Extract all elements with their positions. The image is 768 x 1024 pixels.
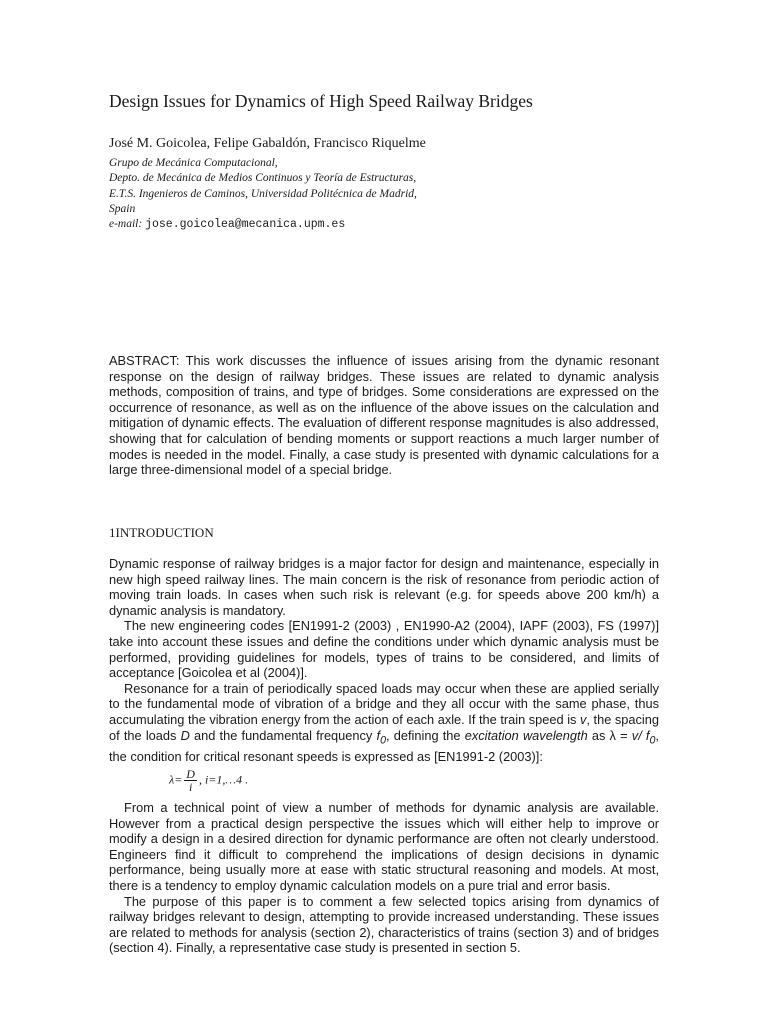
- affiliation-line: Spain: [109, 202, 136, 215]
- resonance-equation: [169, 768, 248, 798]
- paragraph: From a technical point of view a number of methods for dynamic analysis are available. However from a practical design perspective the issues which will either help to improve or modify a design in a desired direction for dynamic performance are often not clearly understood. Engineers find it difficult to comprehend the implications of design decisions in dynamic performance, being usually more at ease with static structural reasoning and models. At most, there is a tendency to employ dynamic calculation models on a pure trial and error basis.: [109, 800, 659, 893]
- email-label: e-mail:: [109, 218, 143, 231]
- text-run: , the spacing of the loads: [109, 711, 659, 743]
- email-line: [109, 217, 509, 232]
- fraction-denominator: i: [188, 780, 193, 794]
- equation-lhs: λ=: [169, 772, 183, 787]
- text-run: , the condition for critical resonant speeds is expressed as [EN1991-2 (2003)]:: [109, 727, 659, 764]
- introduction-continued: [109, 800, 659, 956]
- equation-rhs: , i=1,…4 .: [198, 772, 249, 787]
- term-excitation-wavelength: excitation wavelength: [464, 727, 588, 743]
- section-heading: 1INTRODUCTION: [109, 525, 214, 540]
- text-run: as λ =: [587, 727, 632, 743]
- paper-title: Design Issues for Dynamics of High Speed Railway Bridges: [109, 91, 533, 111]
- equation-fraction: [184, 768, 197, 793]
- symbol-ratio: v/ $f_0$: [631, 727, 656, 747]
- paragraph: The new engineering codes [EN1991-2 (2003) , EN1990-A2 (2004), IAPF (2003), FS (1997)] take into account these issues and define the conditions under which dynamic analysis must be performed, providing guidelines for models, types of trains to be considered, and limits of acceptance [Goicolea et al (2004)].: [109, 618, 659, 681]
- abstract: ABSTRACT: This work discusses the influence of issues arising from the dynamic resonant response on the design of railway bridges. These issues are related to dynamic analysis methods, composition of trains, and type of bridges. Some considerations are expressed on the occurrence of resonance, as well as on the influence of the above issues on the calculation and mitigation of dynamic effects. The evaluation of different response magnitudes is also addressed, showing that for calculation of bending moments or support reactions a much larger number of modes is needed in the model. Finally, a case study is presented with dynamic calculations for a large three-dimensional model of a special bridge.: [109, 353, 659, 478]
- symbol-D: D: [180, 727, 190, 743]
- introduction-text: [109, 556, 659, 764]
- text-run: Resonance for a train of periodically spaced loads may occur when these are applied serially to the fundamental mode of vibration of a bridge and they all occur with the same phase, thus accumulating the vibration energy from the action of each axle. If the train speed is: [109, 680, 659, 727]
- fraction-numerator: D: [186, 767, 195, 781]
- affiliation-line: E.T.S. Ingenieros de Caminos, Universidad Politécnica de Madrid,: [109, 187, 417, 200]
- paragraph: The purpose of this paper is to comment a few selected topics arising from dynamics of railway bridges relevant to design, attempting to provide increased understanding. These issues are related to methods for analysis (section 2), characteristics of trains (section 3) and of bridges (section 4). Finally, a representative case study is presented in section 5.: [109, 893, 659, 956]
- text-run: and the fundamental frequency: [189, 727, 377, 743]
- email-address[interactable]: jose.goicolea@mecanica.upm.es: [145, 218, 346, 232]
- symbol-v: v: [580, 711, 587, 727]
- paragraph: Dynamic response of railway bridges is a major factor for design and maintenance, especially in new high speed railway lines. The main concern is the risk of resonance from periodic action of moving train loads. In cases when such risk is relevant (e.g. for speeds above 200 km/h) a dynamic analysis is mandatory.: [109, 556, 659, 618]
- paragraph: [109, 681, 659, 765]
- text-run: , defining the: [386, 727, 465, 743]
- symbol-f0: $f_0$: [376, 727, 386, 747]
- affiliation-line: Depto. de Mecánica de Medios Continuos y Teoría de Estructuras,: [109, 172, 417, 185]
- author-list: José M. Goicolea, Felipe Gabaldón, Francisco Riquelme: [109, 136, 426, 151]
- affiliation-line: Grupo de Mecánica Computacional,: [109, 157, 278, 169]
- affiliation-block: [109, 156, 509, 232]
